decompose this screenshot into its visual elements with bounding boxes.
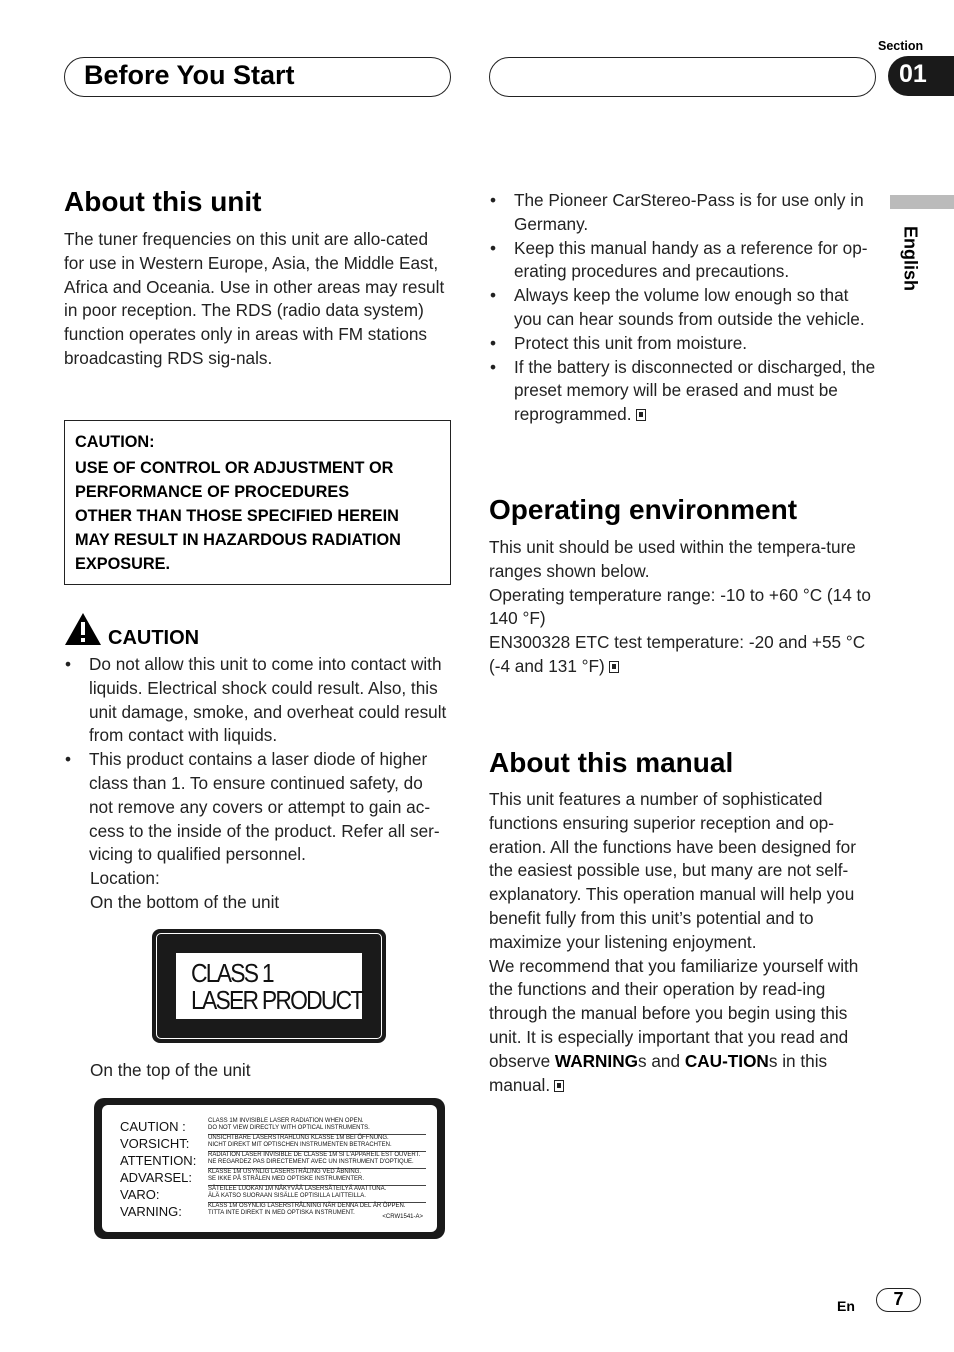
section-badge	[888, 56, 954, 96]
class1-label-line1: CLASS 1	[191, 958, 273, 988]
caution-box-line: EXPOSURE.	[75, 555, 171, 573]
operating-env-heading: Operating environment	[489, 494, 798, 525]
language-tab	[890, 195, 954, 209]
end-mark-icon	[609, 661, 619, 673]
section-label: Section	[878, 39, 924, 53]
location-label: Location:	[90, 868, 160, 889]
laser-warning-label	[94, 1098, 445, 1239]
caution-box-line: OTHER THAN THOSE SPECIFIED HEREIN	[75, 507, 399, 525]
language-label: English	[900, 225, 921, 291]
label-row-name: VORSICHT:	[120, 1136, 190, 1151]
about-manual-p2: We recommend that you familiarize yourself with the functions and their operation by read-ing through the manual before you begin using this unit. It is especially important that you read and observe WARNINGs and CAU-TIONs in this manual.	[489, 955, 859, 1095]
header-empty-frame	[489, 57, 876, 97]
list-item: • The Pioneer CarStereo-Pass is for use only in Germany.	[489, 189, 879, 237]
caution-box-line: USE OF CONTROL OR ADJUSTMENT OR	[75, 459, 394, 477]
label-row-name: CAUTION :	[120, 1119, 186, 1134]
caution-box-line: MAY RESULT IN HAZARDOUS RADIATION	[75, 531, 401, 549]
operating-env-p2: Operating temperature range: -10 to +60 °C (14 to 140 °F)	[489, 584, 871, 629]
about-manual-text	[489, 788, 877, 1097]
operating-env-p1: This unit should be used within the tempera-ture ranges shown below.	[489, 537, 856, 581]
footer-language: En	[837, 1298, 855, 1314]
list-item: • If the battery is disconnected or discharged, the preset memory will be erased and must be reprogrammed.	[489, 356, 879, 427]
about-unit-paragraph: The tuner frequencies on this unit are allo-cated for use in Western Europe, Asia, the Middle East, Africa and Oceania. Use in other areas may result in poor reception. The RDS (radio data system) function operates only in areas with FM stations broadcasting RDS sig-nals.	[64, 229, 445, 368]
label-row-text: CLASS 1M INVISIBLE LASER RADIATION WHEN OPEN. DO NOT VIEW DIRECTLY WITH OPTICAL INSTRUMENTS.	[208, 1118, 370, 1131]
about-unit-heading: About this unit	[64, 186, 262, 217]
general-notes-list	[489, 189, 879, 427]
warning-triangle-icon	[64, 611, 102, 647]
label-code: <CRW1541-A>	[382, 1214, 423, 1220]
class1-laser-label	[152, 929, 386, 1043]
operating-env-p3: EN300328 ETC test temperature: -20 and +55 °C (-4 and 131 °F)	[489, 632, 866, 676]
list-item: • Keep this manual handy as a reference for op-erating procedures and precautions.	[489, 237, 879, 285]
about-manual-p1: This unit features a number of sophisticated functions ensuring superior reception and op-eration. All the functions have been designed for the easiest possible use, but many are not self-explanatory. This operation manual will help you benefit fully from this unit’s potential and to maximize your listening enjoyment.	[489, 789, 856, 952]
about-manual-heading: About this manual	[489, 747, 734, 778]
list-item: • This product contains a laser diode of higher class than 1. To ensure continued safety, do not remove any covers or attempt to gain ac-cess to the inside of the product. Refer all ser-vicing to qualified personnel.	[64, 748, 448, 867]
label-row-text: RADIATION LASER INVISIBLE DE CLASSE 1M SI L'APPAREIL EST OUVERT. NE REGARDEZ PAS DIRECTEMENT AVEC UN INSTRUMENT D'OPTIQUE.	[208, 1152, 421, 1165]
page-title: Before You Start	[84, 60, 295, 90]
list-item: • Do not allow this unit to come into contact with liquids. Electrical shock could result. Also, this unit damage, smoke, and overheat could result from contact with liquids.	[64, 653, 448, 748]
class1-label-line2: LASER PRODUCT	[191, 985, 363, 1015]
end-mark-icon	[636, 409, 646, 421]
caution-box-title: CAUTION:	[75, 433, 155, 451]
section-number: 01	[899, 60, 927, 88]
label-row-name: VARNING:	[120, 1204, 182, 1219]
label-row-name: VARO:	[120, 1187, 160, 1202]
label-row-text: UNSICHTBARE LASERSTRAHLUNG KLASSE 1M BEI ÖFFNUNG. NICHT DIREKT MIT OPTISCHEN INSTRUMENTEN BETRACHTEN.	[208, 1135, 392, 1148]
label-row-text: KLASS 1M OSYNLIG LASERSTRÅLNING NÄR DENNA DEL ÄR ÖPPEN. TITTA INTE DIREKT IN MED OPTISKA INSTRUMENT.	[208, 1203, 406, 1216]
label-row-text: KLASSE 1M USYNLIG LASERSTRÅLING VED ÅBNING. SE IKKE PÅ STRÅLEN MED OPTISKE INSTRUMENTER.	[208, 1169, 365, 1182]
caution-list	[64, 653, 448, 915]
list-item: • Protect this unit from moisture.	[489, 332, 879, 356]
bottom-location-label: On the bottom of the unit	[90, 891, 280, 912]
caution-box-line: PERFORMANCE OF PROCEDURES	[75, 483, 350, 501]
radiation-caution-box	[64, 420, 451, 585]
top-location-label: On the top of the unit	[90, 1060, 251, 1080]
label-row-name: ATTENTION:	[120, 1153, 197, 1168]
list-item: • Always keep the volume low enough so that you can hear sounds from outside the vehicle.	[489, 284, 879, 332]
operating-env-text	[489, 536, 873, 679]
page-number-frame	[876, 1288, 921, 1312]
label-row-name: ADVARSEL:	[120, 1170, 193, 1185]
end-mark-icon	[554, 1080, 564, 1092]
label-row-text: SÄTEILEE LUOKAN 1M NÄKYVÄÄ LASERSÄTEILYÄ AVATTUNA. ÄLÄ KATSO SUORAAN SISÄLLE OPTISILLA LAITTEILLA.	[208, 1186, 387, 1199]
page-number: 7	[893, 1289, 904, 1309]
caution-heading: CAUTION	[108, 627, 200, 649]
